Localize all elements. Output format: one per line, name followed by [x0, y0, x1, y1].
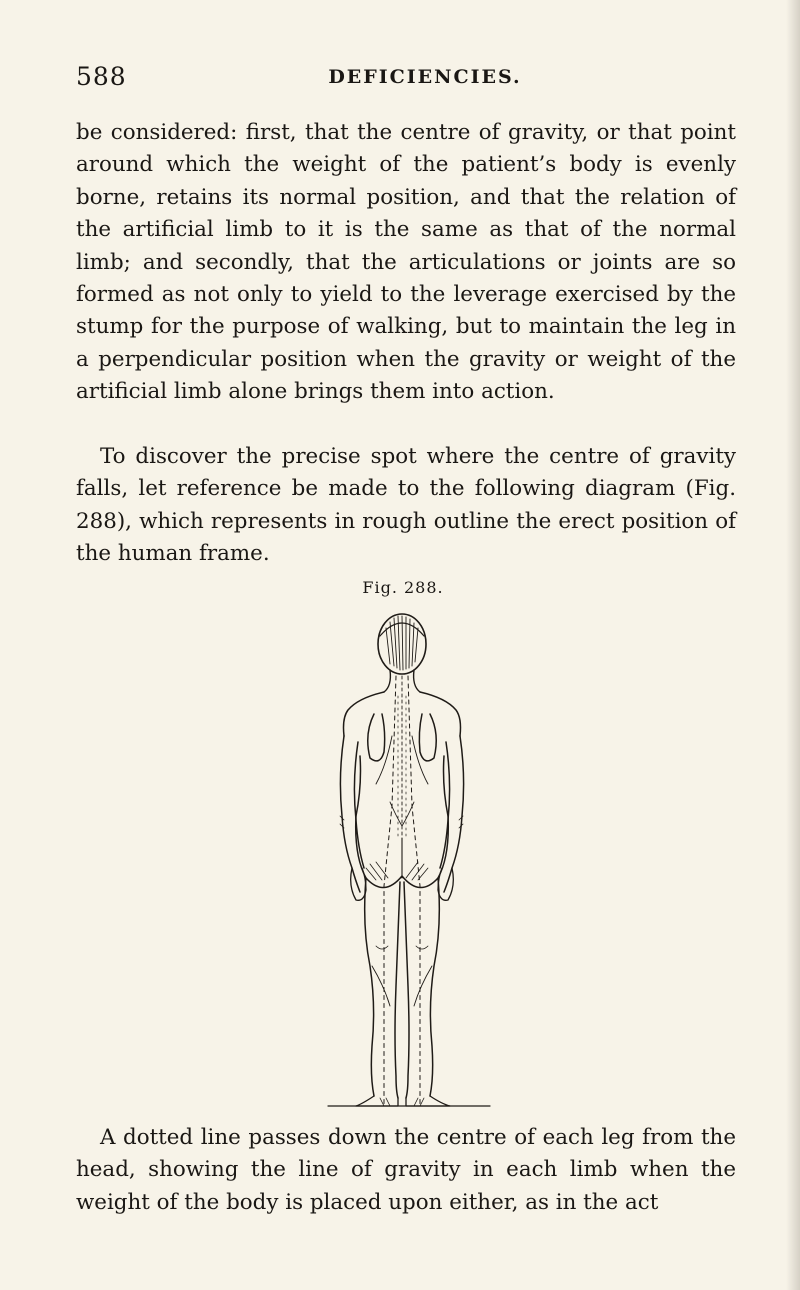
paragraph-2: To discover the precise spot where the centre of gravity falls, let reference be made to the following diagram (Fig. 288), which represents in rough outline the erect position of the human frame.: [76, 444, 736, 567]
page-number: 588: [76, 62, 127, 91]
page-header: [76, 62, 736, 92]
gravity-lines: [384, 676, 420, 1106]
figure-caption: Fig. 288.: [362, 578, 444, 597]
torso: [344, 676, 461, 838]
legs: [356, 878, 450, 1106]
paragraph-1: be considered: first, that the centre of gravity, or that point around which the weight of the patient’s body is evenly borne, retains its normal position, and that the relation of the artificial limb to it is the same as that of the normal limb; and secondly, that the articulations or joints are so formed as not only to yield to the leverage exercised by the stump for the purpose of walking, but to maintain the leg in a perpendicular position when the gravity or weight of the artificial limb alone brings them into action.: [76, 120, 736, 405]
page-edge-shadow: [786, 0, 800, 1290]
running-head: DEFICIENCIES.: [328, 66, 522, 88]
paragraph-3: A dotted line passes down the centre of each leg from the head, showing the line of gravity in each limb when the weight of the body is placed upon either, as in the act: [76, 1125, 736, 1215]
human-frame-illustration: [300, 606, 500, 1114]
figure-288-human-frame: [300, 606, 500, 1114]
head: [378, 614, 426, 692]
